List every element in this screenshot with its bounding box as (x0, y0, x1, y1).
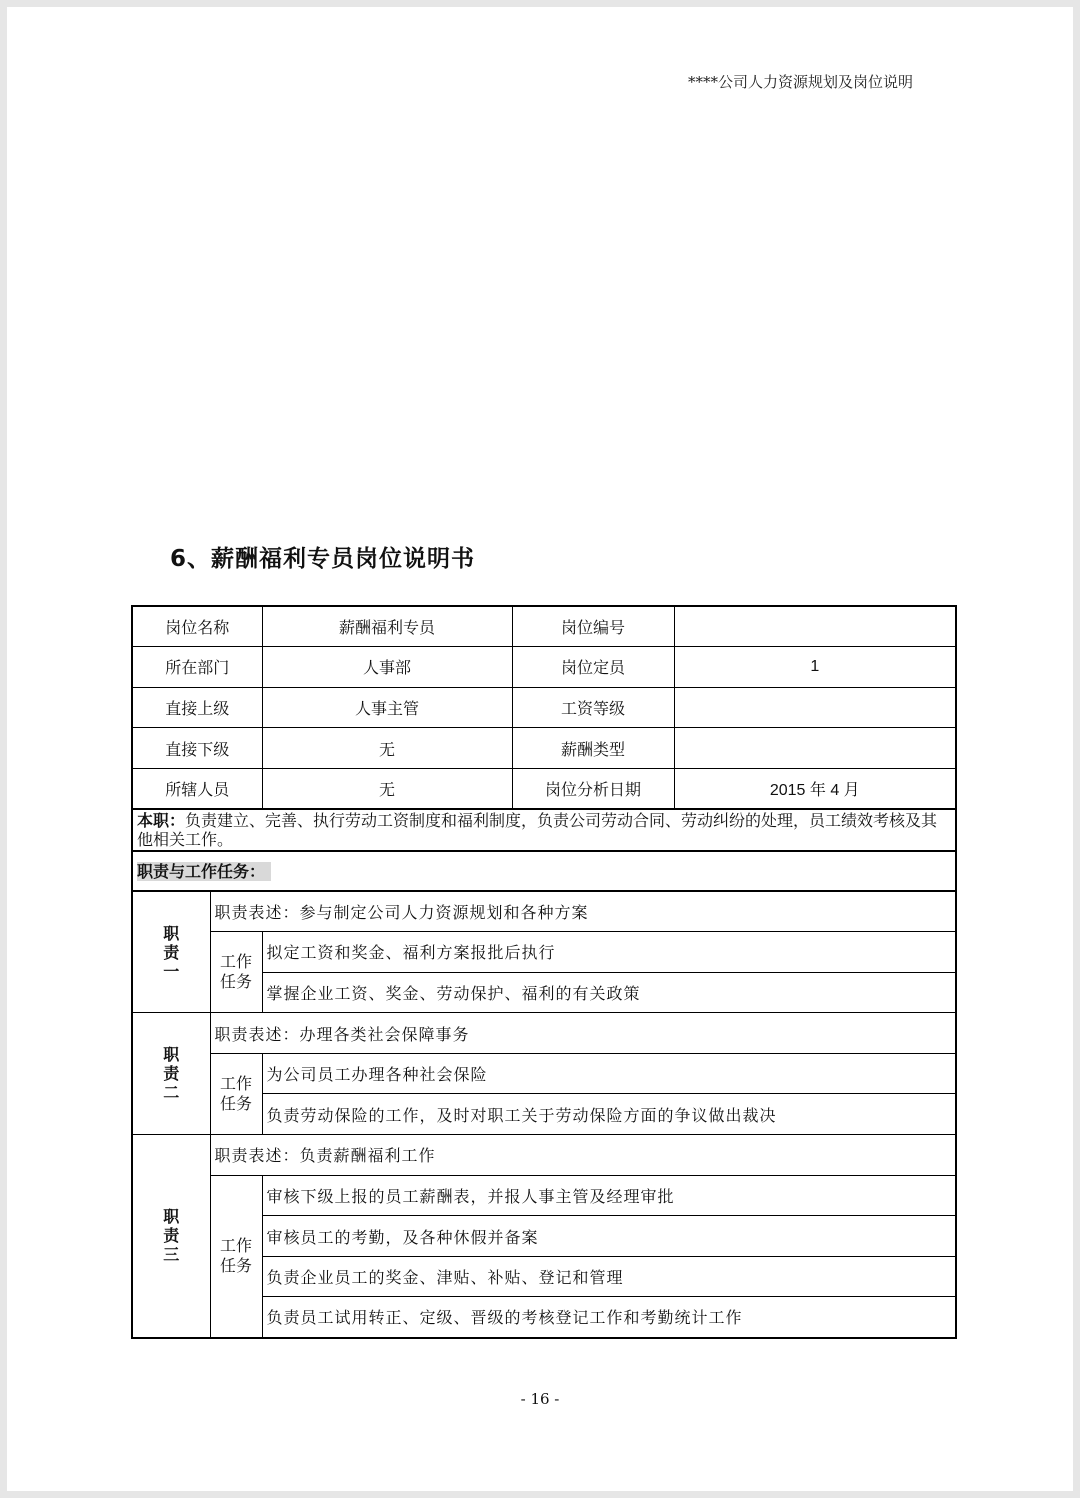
task-item: 审核下级上报的员工薪酬表，并报人事主管及经理审批 (262, 1175, 956, 1216)
summary-label: 本职： (137, 810, 186, 830)
page-number: - 16 - (520, 1390, 560, 1408)
duty-name: 职责一 (132, 891, 210, 1013)
tasks-heading: 职责与工作任务： (132, 851, 956, 891)
task-label: 工作任务 (210, 932, 262, 1013)
task-item: 为公司员工办理各种社会保险 (262, 1053, 956, 1094)
running-header: ****公司人力资源规划及岗位说明 (687, 73, 913, 91)
job-summary (132, 809, 956, 851)
info-value: 人事主管 (262, 687, 512, 728)
info-row (132, 728, 956, 769)
duty-description: 职责表述：参与制定公司人力资源规划和各种方案 (210, 891, 956, 932)
task-label: 工作任务 (210, 1175, 262, 1337)
task-item: 负责企业员工的奖金、津贴、补贴、登记和管理 (262, 1256, 956, 1297)
info-row (132, 647, 956, 688)
info-value (674, 606, 956, 647)
tasks-heading-row (132, 851, 956, 891)
duty-row (132, 932, 956, 973)
info-label: 工资等级 (512, 687, 674, 728)
summary-text: 负责建立、完善、执行劳动工资制度和福利制度，负责公司劳动合同、劳动纠纷的处理，员工绩效考核及其他相关工作。 (137, 810, 938, 849)
summary-row (132, 809, 956, 851)
document-page (7, 7, 1073, 1491)
info-row (132, 687, 956, 728)
info-value (674, 687, 956, 728)
task-item: 负责员工试用转正、定级、晋级的考核登记工作和考勤统计工作 (262, 1297, 956, 1338)
info-label: 所辖人员 (132, 768, 262, 809)
info-value: 无 (262, 728, 512, 769)
info-row (132, 768, 956, 809)
info-label: 直接上级 (132, 687, 262, 728)
section-title: 6、薪酬福利专员岗位说明书 (170, 546, 476, 572)
duty-row (132, 1135, 956, 1176)
info-label: 所在部门 (132, 647, 262, 688)
duty-row (132, 1053, 956, 1094)
task-label: 工作任务 (210, 1053, 262, 1134)
info-label: 岗位编号 (512, 606, 674, 647)
info-value: 人事部 (262, 647, 512, 688)
info-label: 岗位名称 (132, 606, 262, 647)
info-row (132, 606, 956, 647)
duty-name: 职责二 (132, 1013, 210, 1135)
info-label: 岗位定员 (512, 647, 674, 688)
duty-name: 职责三 (132, 1135, 210, 1338)
info-label: 岗位分析日期 (512, 768, 674, 809)
duty-description: 职责表述：负责薪酬福利工作 (210, 1135, 956, 1176)
job-description-table (131, 605, 957, 1339)
duty-row (132, 1175, 956, 1216)
duty-row (132, 891, 956, 932)
info-value: 2015 年 4 月 (674, 768, 956, 809)
info-value (674, 728, 956, 769)
info-value: 1 (674, 647, 956, 688)
info-label: 薪酬类型 (512, 728, 674, 769)
info-label: 直接下级 (132, 728, 262, 769)
duty-description: 职责表述：办理各类社会保障事务 (210, 1013, 956, 1054)
task-item: 审核员工的考勤，及各种休假并备案 (262, 1216, 956, 1257)
info-value: 薪酬福利专员 (262, 606, 512, 647)
task-item: 掌握企业工资、奖金、劳动保护、福利的有关政策 (262, 972, 956, 1013)
info-value: 无 (262, 768, 512, 809)
task-item: 负责劳动保险的工作，及时对职工关于劳动保险方面的争议做出裁决 (262, 1094, 956, 1135)
duty-row (132, 1013, 956, 1054)
task-item: 拟定工资和奖金、福利方案报批后执行 (262, 932, 956, 973)
